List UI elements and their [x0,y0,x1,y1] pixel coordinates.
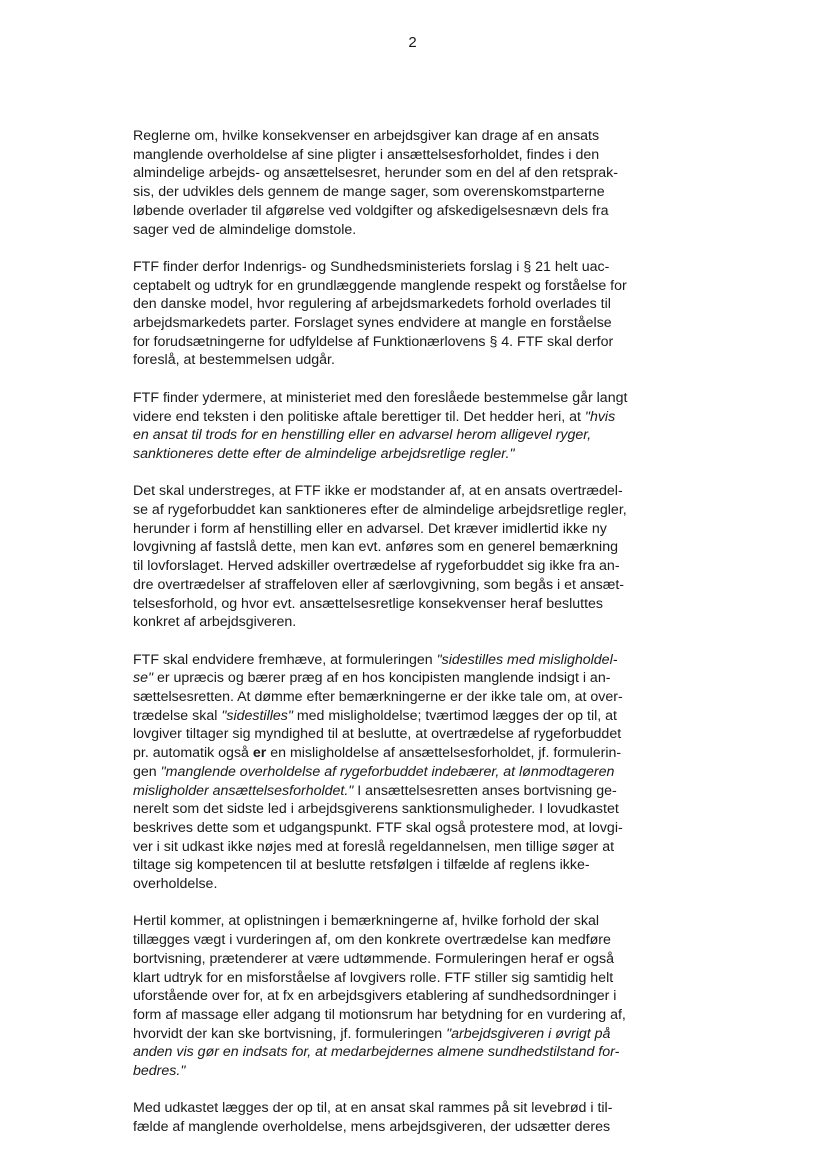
quoted-text: se" [133,670,154,687]
body-text: Med udkastet lægges der op til, at en ansat skal rammes på sit levebrød i til- [133,1100,613,1117]
quoted-text: sanktioneres dette efter de almindelige arbejdsretlige regler." [133,445,515,462]
text-line [133,277,673,296]
body-text: se af rygeforbuddet kan sanktioneres efter de almindelige arbejdsretlige regler, [133,502,627,519]
text-line [133,333,673,352]
text-line [133,782,673,801]
text-line [133,987,673,1006]
body-text: løbende overlader til afgørelse ved voldgifter og afskedigelsesnævn dels fra [133,202,609,219]
quoted-text: "arbejdsgiveren i øvrigt på [446,1025,611,1042]
text-line [133,445,673,464]
body-text: en misligholdelse af ansættelsesforholdet, jf. formulerin- [266,745,622,762]
paragraph [133,127,673,239]
text-line [133,351,673,370]
quoted-text: anden vis gør en indsats for, at medarbejdernes almene sundhedstilstand for- [133,1044,620,1061]
text-line [133,1025,673,1044]
emphasized-text: er [252,745,267,762]
body-text: ceptabelt og udtryk for en grundlæggende manglende respekt og forståelse for [133,277,627,294]
body-text: Reglerne om, hvilke konsekvenser en arbejdsgiver kan drage af en ansats [133,128,600,144]
body-text: telsesforhold, og hvor evt. ansættelsesretlige konsekvenser heraf besluttes [133,595,604,612]
text-line [133,1118,673,1137]
body-text: lovgivning af fastslå dette, men kan evt. anføres som en generel bemærkning [133,539,618,556]
body-text: uforstående over for, at fx en arbejdsgivers etablering af sundhedsordninger i [133,988,617,1005]
body-text: FTF finder ydermere, at ministeriet med den foreslåede bestemmelse går langt [133,389,628,406]
text-line [133,314,673,333]
text-line [133,800,673,819]
paragraph [133,389,673,464]
quoted-text: "sidestilles med misligholdel- [436,651,618,668]
quoted-text: "sidestilles" [221,707,293,724]
body-text: for forudsætningerne for udfyldelse af Funktionærlovens § 4. FTF skal derfor [133,333,614,350]
text-line [133,1062,673,1081]
text-line [133,164,673,183]
text-line [133,183,673,202]
text-line [133,688,673,707]
body-text: FTF finder derfor Indenrigs- og Sundhedsministeriets forslag i § 21 helt uac- [133,258,610,275]
text-line [133,669,673,688]
text-line [133,258,673,277]
body-text: almindelige arbejds- og ansættelsesret, herunder som en del af den retsprak- [133,165,619,182]
text-line [133,838,673,857]
text-line [133,127,673,146]
paragraph [133,482,673,632]
body-text: hvorvidt der kan ske bortvisning, jf. formuleringen [133,1025,447,1042]
body-text: gen [133,763,161,780]
body-text: FTF skal endvidere fremhæve, at formuleringen [133,651,437,668]
body-text: ver i sit udkast ikke nøjes med at foreslå regeldannelsen, men tillige søger at [133,838,615,855]
body-text: med misligholdelse; tværtimod lægges der op til, at [292,707,617,724]
text-line [133,576,673,595]
text-line [133,875,673,894]
text-line [133,707,673,726]
quoted-text: "manglende overholdelse af rygeforbuddet indebærer, at lønmodtageren [160,763,615,780]
body-text: form af massage eller adgang til motionsrum har betydning for en vurdering af, [133,1006,626,1023]
paragraph [133,258,673,370]
text-line [133,651,673,670]
body-text: foreslå, at bestemmelsen udgår. [133,352,335,369]
text-line [133,1099,673,1118]
text-line [133,950,673,969]
body-text: herunder i form af henstilling eller en advarsel. Det kræver imidlertid ikke ny [133,520,607,537]
text-line [133,744,673,763]
body-text: sættelsesretten. At dømme efter bemærkningerne er der ikke tale om, at over- [133,689,623,706]
body-text: fælde af manglende overholdelse, mens arbejdsgiveren, der udsætter deres [133,1119,611,1136]
text-line [133,763,673,782]
text-line [133,1006,673,1025]
body-text: tiltage sig kompetencen til at beslutte retsfølgen i tilfælde af reglens ikke- [133,857,590,874]
body-text: I ansættelsesretten anses bortvisning ge- [353,782,617,799]
text-line [133,295,673,314]
body-text: overholdelse. [133,876,218,893]
body-text: manglende overholdelse af sine pligter i ansættelsesforholdet, findes i den [133,146,600,163]
body-text: konkret af arbejdsgiveren. [133,614,297,631]
quoted-text: misligholder ansættelsesforholdet." [133,782,354,799]
page-number: 2 [408,34,417,51]
paragraph [133,1099,673,1136]
body-text: Det skal understreges, at FTF ikke er modstander af, at en ansats overtrædel- [133,483,623,500]
text-line [133,538,673,557]
text-line [133,725,673,744]
text-line [133,389,673,408]
paragraph [133,651,673,894]
body-text: den danske model, hvor regulering af arbejdsmarkedets forhold overlades til [133,296,611,313]
text-line [133,520,673,539]
body-text: sis, der udvikles dels gennem de mange sager, som overenskomstparterne [133,184,605,201]
text-line [133,202,673,221]
text-line [133,819,673,838]
body-text: arbejdsmarkedets parter. Forslaget synes endvidere at mangle en forståelse [133,315,612,332]
text-line [133,146,673,165]
body-text: til lovforslaget. Herved adskiller overtrædelse af rygeforbuddet sig ikke fra an- [133,558,620,575]
body-text: dre overtrædelser af straffeloven eller af særlovgivning, som begås i et ansæt- [133,576,625,593]
text-line [133,595,673,614]
text-line [133,912,673,931]
text-line [133,613,673,632]
text-line [133,426,673,445]
body-text: videre end teksten i den politiske aftale berettiger til. Det hedder heri, at [133,408,585,425]
quoted-text: bedres." [133,1063,186,1080]
body-text: er upræcis og bærer præg af en hos koncipisten manglende indsigt i an- [153,670,611,687]
text-line [133,221,673,240]
text-line [133,1043,673,1062]
body-text: trædelse skal [133,707,222,724]
text-line [133,557,673,576]
body-text: klart udtryk for en misforståelse af lovgivers rolle. FTF stiller sig samtidig helt [133,969,614,986]
text-line [133,931,673,950]
body-text: beskrives dette som et udgangspunkt. FTF skal også protestere mod, at lovgi- [133,819,623,836]
text-line [133,408,673,427]
body-text: bortvisning, prætenderer at være udtømmende. Formuleringen heraf er også [133,950,615,967]
paragraph [133,912,673,1080]
quoted-text: "hvis [584,408,616,425]
text-line [133,482,673,501]
body-text: pr. automatik også [133,745,253,762]
text-line [133,501,673,520]
text-line [133,969,673,988]
document-body [133,127,673,1156]
body-text: Hertil kommer, at oplistningen i bemærkningerne af, hvilke forhold der skal [133,913,600,930]
body-text: lovgiver tiltager sig myndighed til at beslutte, at overtrædelse af rygeforbuddet [133,726,622,743]
quoted-text: en ansat til trods for en henstilling eller en advarsel herom alligevel ryger, [133,427,592,444]
body-text: nerelt som det sidste led i arbejdsgiverens sanktionsmuligheder. I lovudkastet [133,801,619,818]
text-line [133,856,673,875]
body-text: sager ved de almindelige domstole. [133,221,357,238]
body-text: tillægges vægt i vurderingen af, om den konkrete overtrædelse kan medføre [133,932,611,949]
